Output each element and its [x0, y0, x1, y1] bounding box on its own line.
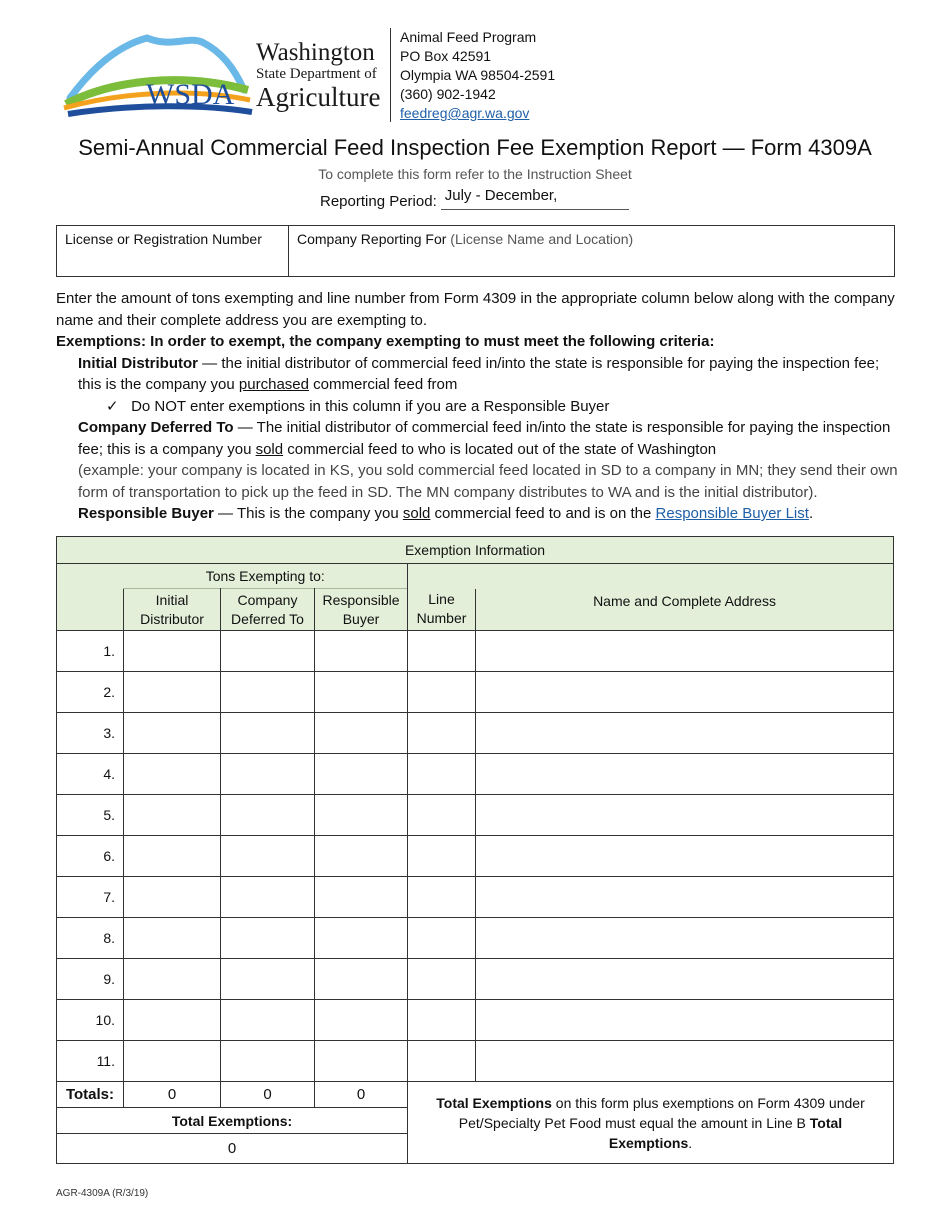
initial-distributor-cell[interactable] — [124, 918, 221, 959]
company-deferred-cell[interactable] — [221, 836, 315, 877]
table-row — [57, 631, 894, 672]
row-number: 9. — [57, 959, 124, 1000]
company-deferred-cell[interactable] — [221, 918, 315, 959]
initial-distributor-underlined: purchased — [238, 376, 309, 393]
line-number-cell[interactable] — [408, 959, 476, 1000]
row-number: 6. — [57, 836, 124, 877]
company-deferred-cell[interactable] — [221, 672, 315, 713]
criteria-heading: Exemptions: In order to exempt, the company exempting to must meet the following criteria: — [56, 333, 715, 350]
row-number: 11. — [57, 1041, 124, 1082]
agency-name — [256, 40, 380, 111]
note-bold-2: Total Exemptions — [608, 1114, 843, 1151]
col-responsible-buyer — [315, 589, 408, 631]
row-number: 2. — [57, 672, 124, 713]
reporting-period — [320, 187, 629, 210]
line-number-cell[interactable] — [408, 918, 476, 959]
line-number-cell[interactable] — [408, 713, 476, 754]
line-number-cell[interactable] — [408, 836, 476, 877]
row-number: 5. — [57, 795, 124, 836]
row-number: 4. — [57, 754, 124, 795]
company-deferred-text-b: commercial feed to who is located out of the state of Washington — [283, 440, 717, 458]
col-line-2: Number — [416, 610, 467, 627]
responsible-buyer-term: Responsible Buyer — [78, 505, 214, 522]
initial-distributor-cell[interactable] — [124, 713, 221, 754]
company-deferred-example: (example: your company is located in KS, you sold commercial feed located in SD to a company in MN; they send their own form of transportation to pick up the feed in SD. The MN company distributes to WA and is the initial distributor). — [78, 462, 898, 501]
responsible-buyer-cell[interactable] — [315, 713, 408, 754]
license-number-field[interactable] — [57, 226, 289, 276]
responsible-buyer-end: . — [808, 505, 814, 522]
line-number-cell[interactable] — [408, 1041, 476, 1082]
header-line-spacer — [408, 564, 476, 589]
initial-distributor-paragraph — [56, 353, 906, 396]
col-name-address: Name and Complete Address — [476, 589, 894, 631]
company-deferred-cell[interactable] — [221, 1000, 315, 1041]
initial-distributor-cell[interactable] — [124, 959, 221, 1000]
responsible-buyer-note-text: Do NOT enter exemptions in this column if you are a Responsible Buyer — [131, 397, 610, 415]
total-exemptions-label: Total Exemptions: — [57, 1108, 408, 1134]
name-address-cell[interactable] — [476, 1000, 894, 1041]
col-initial-1: Initial — [155, 591, 189, 608]
initial-distributor-text-b: commercial feed from — [308, 376, 458, 393]
line-number-cell[interactable] — [408, 795, 476, 836]
form-subtitle: To complete this form refer to the Instruction Sheet — [318, 166, 632, 182]
responsible-buyer-cell[interactable] — [315, 795, 408, 836]
responsible-buyer-paragraph — [56, 503, 906, 525]
company-deferred-cell[interactable] — [221, 959, 315, 1000]
name-address-cell[interactable] — [476, 918, 894, 959]
name-address-cell[interactable] — [476, 795, 894, 836]
col-buyer-1: Responsible — [322, 591, 400, 608]
instructions — [56, 288, 906, 525]
total-company-deferred: 0 — [221, 1082, 315, 1108]
tons-exempting-header: Tons Exempting to: — [124, 564, 408, 589]
initial-distributor-cell[interactable] — [124, 631, 221, 672]
table-row — [57, 877, 894, 918]
col-initial-2: Distributor — [140, 610, 204, 627]
instructions-intro: Enter the amount of tons exempting and line number from Form 4309 in the appropriate column below along with the company name and their complete address you are exempting to. — [56, 290, 895, 329]
initial-distributor-term: Initial Distributor — [78, 354, 198, 372]
line-number-cell[interactable] — [408, 754, 476, 795]
note-mid: on this form plus exemptions on Form 4309 under Pet/Specialty Pet Food must equal the amount in Line B — [458, 1094, 865, 1131]
table-row — [57, 836, 894, 877]
total-exemptions-value: 0 — [57, 1134, 408, 1164]
col-company-deferred — [221, 589, 315, 631]
row-number: 1. — [57, 631, 124, 672]
company-deferred-cell[interactable] — [221, 754, 315, 795]
responsible-buyer-note — [56, 396, 906, 418]
responsible-buyer-cell[interactable] — [315, 754, 408, 795]
header-num-spacer — [57, 564, 124, 631]
company-deferred-cell[interactable] — [221, 795, 315, 836]
row-number: 8. — [57, 918, 124, 959]
company-deferred-cell[interactable] — [221, 713, 315, 754]
company-deferred-term: Company Deferred To — [78, 419, 234, 436]
header-name-spacer — [476, 564, 894, 589]
initial-distributor-cell[interactable] — [124, 672, 221, 713]
total-initial-distributor: 0 — [124, 1082, 221, 1108]
name-address-cell[interactable] — [476, 877, 894, 918]
responsible-buyer-cell[interactable] — [315, 631, 408, 672]
initial-distributor-cell[interactable] — [124, 1000, 221, 1041]
initial-distributor-cell[interactable] — [124, 1041, 221, 1082]
contact-phone: (360) 902-1942 — [400, 86, 496, 102]
table-row — [57, 918, 894, 959]
note-bold-1: Total Exemptions — [436, 1094, 552, 1111]
responsible-buyer-underlined: sold — [402, 505, 431, 522]
col-deferred-2: Deferred To — [231, 610, 304, 627]
responsible-buyer-cell[interactable] — [315, 1000, 408, 1041]
responsible-buyer-cell[interactable] — [315, 1041, 408, 1082]
col-deferred-1: Company — [237, 591, 298, 608]
initial-distributor-cell[interactable] — [124, 795, 221, 836]
form-code: AGR-4309A (R/3/19) — [56, 1188, 149, 1199]
name-address-cell[interactable] — [476, 836, 894, 877]
responsible-buyer-text-b: commercial feed to and is on the — [430, 505, 656, 522]
total-exemptions-note — [408, 1082, 894, 1164]
responsible-buyer-cell[interactable] — [315, 672, 408, 713]
checkmark-icon: ✓ — [106, 397, 119, 415]
responsible-buyer-cell[interactable] — [315, 959, 408, 1000]
form-title: Semi-Annual Commercial Feed Inspection Fee Exemption Report — Form 4309A — [78, 135, 872, 160]
company-reporting-hint: (License Name and Location) — [450, 231, 634, 247]
col-line-number — [408, 589, 476, 631]
table-row — [57, 754, 894, 795]
responsible-buyer-cell[interactable] — [315, 877, 408, 918]
row-number: 10. — [57, 1000, 124, 1041]
contact-po-box: PO Box 42591 — [400, 48, 492, 64]
contact-city: Olympia WA 98504-2591 — [400, 67, 556, 83]
name-address-cell[interactable] — [476, 713, 894, 754]
col-line-1: Line — [428, 591, 455, 608]
company-deferred-text-a: — The initial distributor of commercial feed in/into the state is responsible for paying the inspection fee; this is a company you — [78, 419, 891, 458]
responsible-buyer-list-link[interactable]: Responsible Buyer List — [655, 505, 809, 522]
responsible-buyer-text-a: — This is the company you — [213, 505, 403, 522]
initial-distributor-text-a: — the initial distributor of commercial feed in/into the state is responsible for paying the inspection fee; this is the company you — [78, 354, 880, 393]
col-buyer-2: Buyer — [342, 610, 380, 627]
col-initial-distributor — [124, 589, 221, 631]
row-number: 3. — [57, 713, 124, 754]
name-address-cell[interactable] — [476, 754, 894, 795]
line-number-cell[interactable] — [408, 877, 476, 918]
table-row — [57, 795, 894, 836]
line-number-cell[interactable] — [408, 672, 476, 713]
company-reporting-label: Company Reporting For — [297, 231, 447, 247]
table-row — [57, 713, 894, 754]
note-end: . — [688, 1134, 693, 1151]
totals-label: Totals: — [57, 1082, 124, 1108]
row-number: 7. — [57, 877, 124, 918]
table-row — [57, 1041, 894, 1082]
name-address-cell[interactable] — [476, 1041, 894, 1082]
exemption-table — [56, 536, 894, 1164]
contact-block — [400, 28, 555, 123]
name-address-cell[interactable] — [476, 672, 894, 713]
contact-email-link[interactable]: feedreg@agr.wa.gov — [400, 105, 530, 121]
responsible-buyer-cell[interactable] — [315, 918, 408, 959]
agency-name-line1: Washington — [256, 39, 375, 66]
totals-row — [57, 1082, 894, 1108]
table-title: Exemption Information — [57, 537, 894, 564]
agency-name-line2: State Department of — [256, 66, 377, 82]
license-number-label: License or Registration Number — [65, 231, 262, 247]
company-deferred-underlined: sold — [255, 440, 284, 458]
name-address-cell[interactable] — [476, 959, 894, 1000]
table-row — [57, 1000, 894, 1041]
logo-wsda-text: WSDA — [146, 78, 235, 111]
responsible-buyer-cell[interactable] — [315, 836, 408, 877]
company-reporting-field[interactable] — [289, 226, 641, 276]
company-deferred-cell[interactable] — [221, 631, 315, 672]
total-responsible-buyer: 0 — [315, 1082, 408, 1108]
contact-program: Animal Feed Program — [400, 29, 537, 45]
header-divider — [390, 28, 391, 122]
reporting-period-label: Reporting Period: — [320, 193, 437, 210]
company-deferred-paragraph — [56, 417, 906, 460]
line-number-cell[interactable] — [408, 631, 476, 672]
name-address-cell[interactable] — [476, 631, 894, 672]
reporting-period-value: July - December, — [444, 187, 558, 204]
reporting-period-field[interactable] — [441, 187, 629, 210]
initial-distributor-cell[interactable] — [124, 836, 221, 877]
initial-distributor-cell[interactable] — [124, 877, 221, 918]
company-deferred-cell[interactable] — [221, 1041, 315, 1082]
company-deferred-cell[interactable] — [221, 877, 315, 918]
table-row — [57, 672, 894, 713]
initial-distributor-cell[interactable] — [124, 754, 221, 795]
license-box — [56, 225, 895, 277]
table-row — [57, 959, 894, 1000]
line-number-cell[interactable] — [408, 1000, 476, 1041]
agency-name-line3: Agriculture — [256, 82, 381, 112]
